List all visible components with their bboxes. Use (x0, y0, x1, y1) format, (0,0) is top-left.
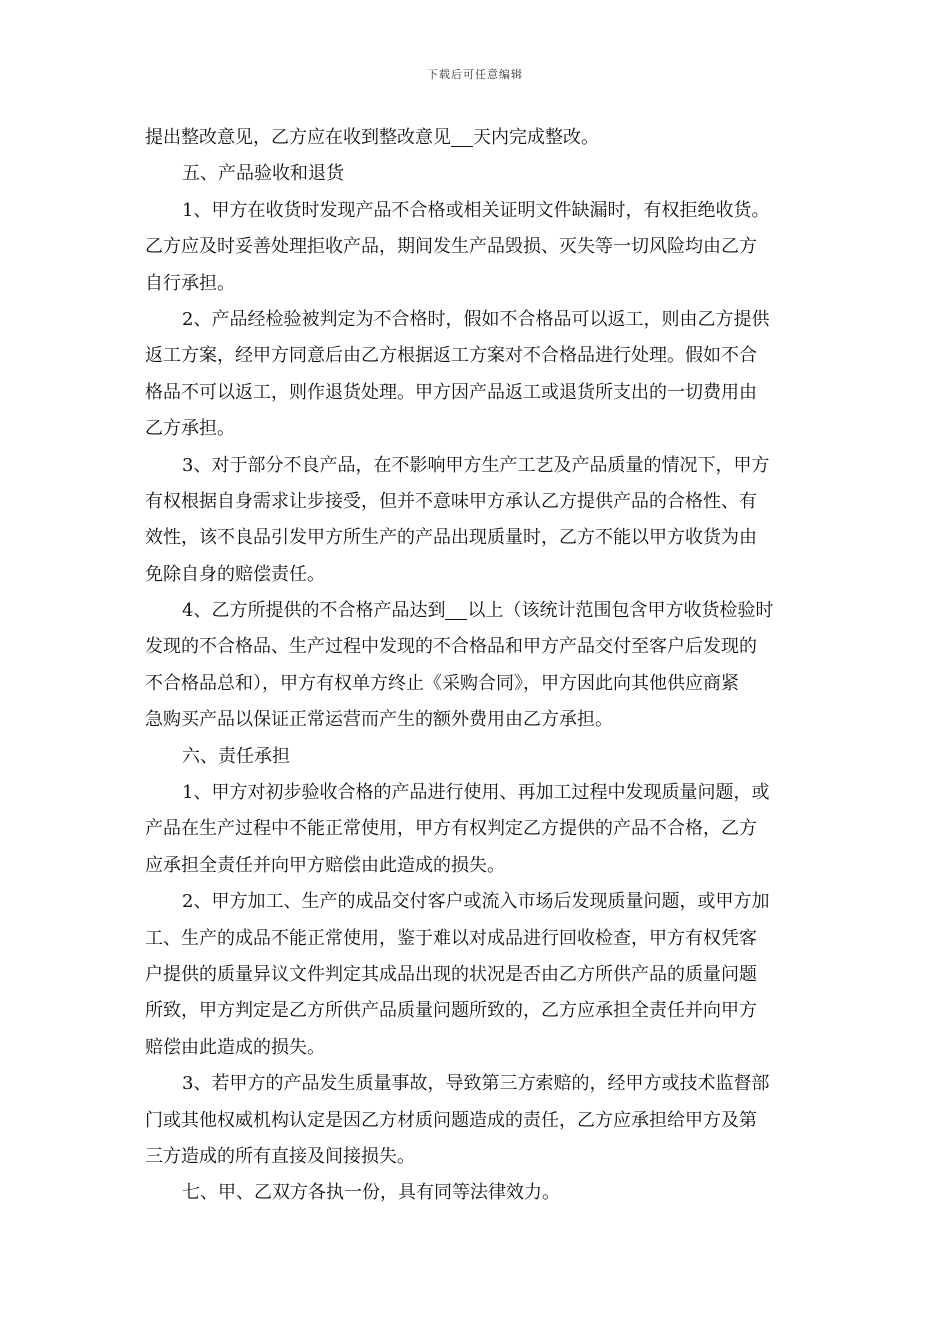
paragraph-line: 工、生产的成品不能正常使用，鉴于难以对成品进行回收检查，甲方有权凭客 (145, 927, 757, 949)
paragraph-line (145, 593, 809, 629)
text-run: 4、乙方所提供的不合格产品达到 (182, 600, 446, 622)
paragraph-line: 发现的不合格品、生产过程中发现的不合格品和甲方产品交付至客户后发现的 (145, 636, 757, 658)
paragraph-line: 3、对于部分不良产品，在不影响甲方生产工艺及产品质量的情况下，甲方 (182, 454, 770, 476)
paragraph-line: 有权根据自身需求让步接受，但并不意味甲方承认乙方提供产品的合格性、有 (145, 490, 757, 512)
document-body (145, 120, 809, 1212)
paragraph-line: 3、若甲方的产品发生质量事故，导致第三方索赔的，经甲方或技术监督部 (182, 1073, 770, 1095)
page-header: 下载后可任意编辑 (427, 68, 523, 81)
paragraph-line: 效性，该不良品引发甲方所生产的产品出现质量时，乙方不能以甲方收货为由 (145, 527, 757, 549)
paragraph-line: 三方造成的所有直接及间接损失。 (145, 1145, 415, 1167)
paragraph-line: 1、甲方在收货时发现产品不合格或相关证明文件缺漏时，有权拒绝收货。 (182, 199, 770, 221)
text-run: 提出整改意见，乙方应在收到整改意见 (145, 127, 451, 148)
section-heading: 七、甲、乙双方各执一份，具有同等法律效力。 (182, 1182, 560, 1204)
paragraph-line: 所致，甲方判定是乙方所供产品质量问题所致的，乙方应承担全责任并向甲方 (145, 1000, 757, 1022)
fill-in-blank (451, 124, 473, 147)
paragraph-line: 2、甲方加工、生产的成品交付客户或流入市场后发现质量问题，或甲方加 (182, 891, 770, 913)
paragraph-line: 产品在生产过程中不能正常使用，甲方有权判定乙方提供的产品不合格，乙方 (145, 818, 757, 840)
fill-in-blank (445, 597, 467, 620)
text-run: 以上（该统计范围包含甲方收货检验时 (467, 600, 774, 622)
paragraph-line: 应承担全责任并向甲方赔偿由此造成的损失。 (145, 854, 505, 876)
paragraph-line: 返工方案，经甲方同意后由乙方根据返工方案对不合格品进行处理。假如不合 (145, 345, 757, 367)
paragraph-line: 急购买产品以保证正常运营而产生的额外费用由乙方承担。 (145, 709, 613, 731)
paragraph-line: 免除自身的赔偿责任。 (145, 563, 325, 585)
paragraph-line: 乙方承担。 (145, 418, 235, 440)
paragraph-line: 2、产品经检验被判定为不合格时，假如不合格品可以返工，则由乙方提供 (182, 308, 770, 330)
section-heading: 六、责任承担 (182, 745, 290, 767)
paragraph-line: 门或其他权威机构认定是因乙方材质问题造成的责任，乙方应承担给甲方及第 (145, 1109, 757, 1131)
paragraph-line: 1、甲方对初步验收合格的产品进行使用、再加工过程中发现质量问题，或 (182, 782, 770, 804)
paragraph-line: 乙方应及时妥善处理拒收产品，期间发生产品毁损、灭失等一切风险均由乙方 (145, 236, 757, 258)
paragraph-line: 自行承担。 (145, 272, 235, 294)
paragraph-line: 不合格品总和），甲方有权单方终止《采购合同》，甲方因此向其他供应商紧 (145, 672, 739, 694)
text-run: 天内完成整改。 (473, 127, 599, 148)
paragraph-line (145, 120, 809, 156)
paragraph-line: 格品不可以返工，则作退货处理。甲方因产品返工或退货所支出的一切费用由 (145, 381, 757, 403)
paragraph-line: 赔偿由此造成的损失。 (145, 1036, 325, 1058)
paragraph-line: 户提供的质量异议文件判定其成品出现的状况是否由乙方所供产品的质量问题 (145, 963, 757, 985)
section-heading: 五、产品验收和退货 (182, 163, 344, 185)
